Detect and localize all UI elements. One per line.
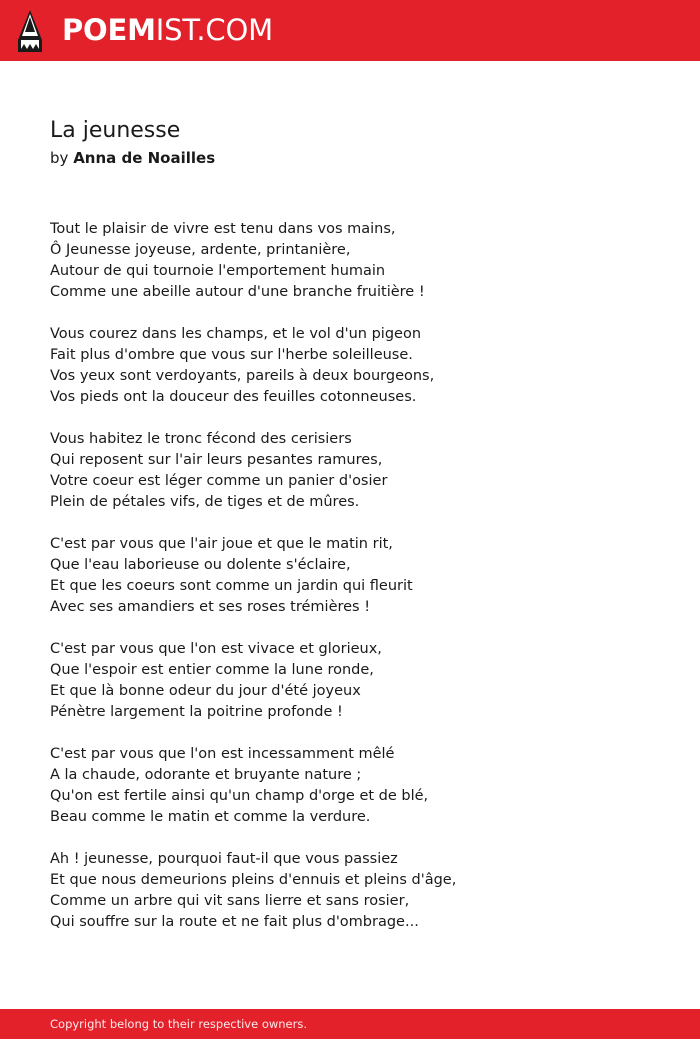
poem-line: Que l'espoir est entier comme la lune ronde, [50, 662, 374, 678]
poem-line: Pénètre largement la poitrine profonde ! [50, 704, 343, 720]
poem-line: Avec ses amandiers et ses roses trémières ! [50, 599, 371, 615]
poem-stanza [50, 219, 650, 303]
copyright-text: Copyright belong to their respective owners. [50, 1017, 308, 1031]
site-footer [0, 1009, 700, 1039]
poem-byline [50, 148, 215, 169]
pencil-icon[interactable] [18, 10, 42, 52]
poem-stanza [50, 534, 650, 618]
site-logo[interactable] [62, 12, 273, 48]
logo-light-text: IST.COM [155, 13, 273, 47]
poem-line: A la chaude, odorante et bruyante nature ; [50, 767, 362, 783]
poem-line: C'est par vous que l'on est vivace et glorieux, [50, 641, 382, 657]
logo-bold-text: POEM [62, 13, 156, 47]
poem-line: Qu'on est fertile ainsi qu'un champ d'orge et de blé, [50, 788, 429, 804]
poem-line: Qui reposent sur l'air leurs pesantes ramures, [50, 452, 383, 468]
poem-author: Anna de Noailles [73, 149, 216, 167]
poem-line: C'est par vous que l'on est incessamment mêlé [50, 746, 395, 762]
poem-line: Ô Jeunesse joyeuse, ardente, printanière, [50, 242, 351, 258]
poem-line: Fait plus d'ombre que vous sur l'herbe soleilleuse. [50, 347, 413, 363]
poem-stanza [50, 429, 650, 513]
poem-line: Et que là bonne odeur du jour d'été joyeux [50, 683, 361, 699]
poem-stanza [50, 849, 650, 933]
poem-stanza [50, 639, 650, 723]
poem-stanza [50, 324, 650, 408]
poem-line: Vos yeux sont verdoyants, pareils à deux bourgeons, [50, 368, 435, 384]
poem-line: Beau comme le matin et comme la verdure. [50, 809, 371, 825]
poem-line: Qui souffre sur la route et ne fait plus d'ombrage... [50, 914, 419, 930]
poem-line: Ah ! jeunesse, pourquoi faut-il que vous passiez [50, 851, 398, 867]
poem-line: Plein de pétales vifs, de tiges et de mûres. [50, 494, 360, 510]
poem-line: Votre coeur est léger comme un panier d'osier [50, 473, 388, 489]
poem-line: Autour de qui tournoie l'emportement humain [50, 263, 386, 279]
poem-line: Tout le plaisir de vivre est tenu dans vos mains, [50, 221, 396, 237]
poem-line: Vous habitez le tronc fécond des cerisiers [50, 431, 352, 447]
poem-line: Et que nous demeurions pleins d'ennuis et pleins d'âge, [50, 872, 457, 888]
poem-line: Comme une abeille autour d'une branche fruitière ! [50, 284, 425, 300]
poem-body [50, 219, 650, 954]
poem-line: Que l'eau laborieuse ou dolente s'éclaire, [50, 557, 351, 573]
poem-line: Vos pieds ont la douceur des feuilles cotonneuses. [50, 389, 417, 405]
poem-line: Comme un arbre qui vit sans lierre et sans rosier, [50, 893, 410, 909]
poem-title: La jeunesse [50, 118, 181, 143]
poem-line: C'est par vous que l'air joue et que le matin rit, [50, 536, 393, 552]
poem-line: Vous courez dans les champs, et le vol d'un pigeon [50, 326, 422, 342]
by-label: by [50, 149, 69, 167]
poem-line: Et que les coeurs sont comme un jardin qui fleurit [50, 578, 413, 594]
site-header [0, 0, 700, 61]
poem-stanza [50, 744, 650, 828]
